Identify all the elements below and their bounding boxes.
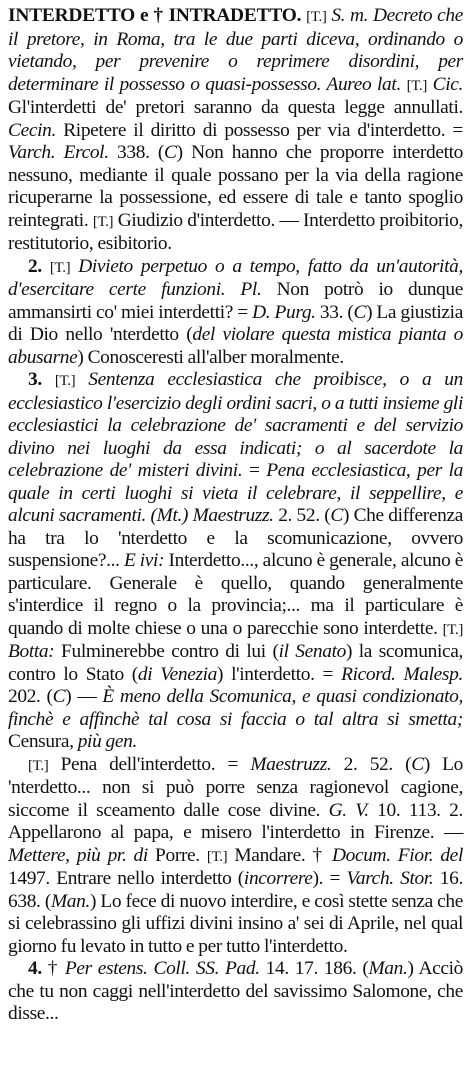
dictionary-entry-interdetto bbox=[8, 5, 463, 1026]
entry-sense-2: 2. [T.] Divieto perpetuo o a tempo, fatto da un'autorità, d'esercitare certe funzioni. Pl. Non potrò io dunque ammansirti co' miei interdetti? = D. Purg. 33. (C) La giustizia di Dio nello 'nterdetto (del violare questa mistica pianta o abusarne) Conosceresti all'alber moralmente. bbox=[8, 255, 464, 368]
entry-definition-main: INTERDETTO e † INTRADETTO. [T.] S. m. Decreto che il pretore, in Roma, tra le due parti diceva, ordinando o vietando, per prevenire o reprimere disordini, per determinare il possesso o quasi-possesso. Aureo lat. [T.] Cic. Gl'interdetti de' pretori saranno da questa legge annullati. Cecin. Ripetere il diritto di possesso per via d'interdetto. = Varch. Ercol. 338. (C) Non hanno che proporre interdetto nessuno, mediante il quale possano per la via della ragione ricuperarne la possessione, ed essere di tale e tanto spoglio reintegrati. [T.] Giudizio d'interdetto. — Interdetto proibitorio, restitutorio, esibitorio. bbox=[8, 5, 463, 254]
entry-sense-3-continued: [T.] Pena dell'interdetto. = Maestruzz. 2. 52. (C) Lo 'nterdetto... non si può porre senza ragionevol cagione, siccome il sceamento dalle cose divine. G. V. 10. 113. 2. Appellarono al papa, e misero l'interdetto in Firenze. — Mettere, più pr. di Porre. [T.] Mandare. † Docum. Fior. del 1497. Entrare nello interdetto (incorrere). = Varch. Stor. 16. 638. (Man.) Lo fece di nuovo interdire, e così stette senza che si celebrassino gli uffizi divini insino a' sei di Aprile, nel qual giorno fu levato in tutto e per tutto l'interdetto. bbox=[8, 753, 463, 957]
entry-sense-4: 4. † Per estens. Coll. SS. Pad. 14. 17. 186. (Man.) Acciò che tu non caggi nell'interdetto del savissimo Salomone, che disse... bbox=[8, 958, 464, 1024]
entry-sense-3: 3. [T.] Sentenza ecclesiastica che proibisce, o a un ecclesiastico l'esercizio degli ordini sacri, o a tutti insieme gli ecclesiastici la celebrazione de' sacramenti e del servizio divino nei luoghi da essa indicati; o al sacerdote la celebrazione de' misteri divini. = Pena ecclesiastica, per la quale in certi luoghi si vieta il celebrare, il seppellire, e alcuni sacramenti. (Mt.) Maestruzz. 2. 52. (C) Che differenza ha tra lo 'nterdetto e la scomunicazione, ovvero suspensione?... E ivi: Interdetto..., alcuno è generale, alcuno è particulare. Generale è quello, quando generalmente s'interdice il regno o la provincia;... ma il particulare è quando di molte chiese o una o parecchie sono interdette. [T.] Botta: Fulminerebbe contro di lui (il Senato) la scomunica, contro lo Stato (di Venezia) l'interdetto. = Ricord. Malesp. 202. (C) — È meno della Scomunica, e quasi condizionato, finchè e affinchè tal cosa si faccia o tal altra si smetta; Censura, più gen. bbox=[8, 369, 464, 752]
